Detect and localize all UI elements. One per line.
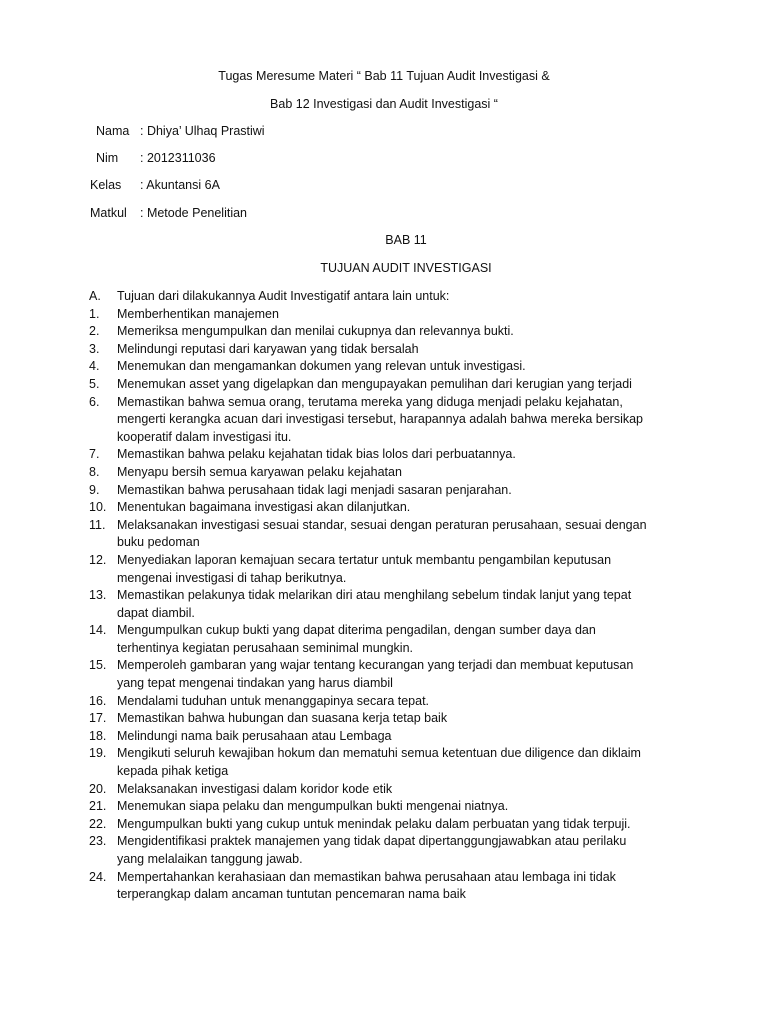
list-item-text: kooperatif dalam investigasi itu. bbox=[117, 429, 292, 444]
list-item-text: Mengumpulkan bukti yang cukup untuk menindak pelaku dalam perbuatan yang tidak terpuji. bbox=[117, 816, 631, 831]
list-item bbox=[89, 288, 679, 306]
list-item-number: A. bbox=[89, 289, 101, 303]
list-item bbox=[89, 341, 679, 359]
meta-value: : 2012311036 bbox=[140, 151, 216, 165]
meta-value: : Dhiya’ Ulhaq Prastiwi bbox=[140, 124, 265, 138]
meta-label: Kelas bbox=[90, 178, 122, 192]
list-item-text: Memperoleh gambaran yang wajar tentang kecurangan yang terjadi dan membuat keputusan bbox=[117, 658, 634, 673]
document-title-line-1: Tugas Meresume Materi “ Bab 11 Tujuan Audit Investigasi & bbox=[218, 69, 550, 83]
list-item-text: yang tepat mengenai tindakan yang harus diambil bbox=[117, 676, 393, 691]
list-item bbox=[89, 833, 679, 868]
list-item-number: 3. bbox=[89, 341, 100, 356]
list-item-number: 17. bbox=[89, 711, 107, 726]
list-item-text: kepada pihak ketiga bbox=[117, 764, 229, 779]
list-item-text: Mengumpulkan cukup bukti yang dapat diterima pengadilan, dengan sumber daya dan bbox=[117, 623, 596, 638]
list-item-text: Memeriksa mengumpulkan dan menilai cukupnya dan relevannya bukti. bbox=[117, 324, 514, 339]
meta-label: Nim bbox=[96, 151, 119, 165]
list-item-number: 21. bbox=[89, 799, 107, 814]
list-item-text: Menemukan dan mengamankan dokumen yang relevan untuk investigasi. bbox=[117, 359, 526, 374]
list-item-text: Tujuan dari dilakukannya Audit Investigatif antara lain untuk: bbox=[117, 289, 450, 303]
list-item bbox=[89, 587, 679, 622]
list-item bbox=[89, 745, 679, 780]
list-item bbox=[89, 693, 679, 711]
list-item-text: mengenai investigasi di tahap berikutnya. bbox=[117, 570, 347, 585]
list-item-number: 2. bbox=[89, 324, 100, 339]
list-item-number: 12. bbox=[89, 552, 107, 567]
list-item-text: Mengidentifikasi praktek manajemen yang tidak dapat dipertanggungjawabkan atau perilaku bbox=[117, 834, 627, 849]
list-item-number: 9. bbox=[89, 482, 100, 497]
list-item-text: Mempertahankan kerahasiaan dan memastikan bahwa perusahaan atau lembaga ini tidak bbox=[117, 869, 616, 884]
chapter-title: TUJUAN AUDIT INVESTIGASI bbox=[320, 261, 492, 275]
list-item-text: Mengikuti seluruh kewajiban hokum dan mematuhi semua ketentuan due diligence dan diklaim bbox=[117, 746, 641, 761]
meta-value: : Akuntansi 6A bbox=[140, 178, 220, 192]
list-item bbox=[89, 552, 679, 587]
list-item-number: 7. bbox=[89, 447, 100, 462]
list-item-text: dapat diambil. bbox=[117, 605, 195, 620]
list-item bbox=[89, 657, 679, 692]
list-item bbox=[89, 499, 679, 517]
list-item-text: terhentinya kegiatan perusahaan seminimal mungkin. bbox=[117, 640, 414, 655]
list-item-number: 19. bbox=[89, 746, 107, 761]
list-item-number: 18. bbox=[89, 728, 107, 743]
list-item bbox=[89, 394, 679, 447]
meta-label: Matkul bbox=[90, 206, 127, 220]
list-item-number: 8. bbox=[89, 464, 100, 479]
list-item-number: 24. bbox=[89, 869, 107, 884]
meta-value: : Metode Penelitian bbox=[140, 206, 248, 220]
list-item-text: Memastikan bahwa perusahaan tidak lagi menjadi sasaran penjarahan. bbox=[117, 482, 512, 497]
list-item bbox=[89, 306, 679, 324]
list-item bbox=[89, 869, 679, 904]
list-item-number: 13. bbox=[89, 588, 107, 603]
list-item-number: 20. bbox=[89, 781, 107, 796]
objectives-list bbox=[89, 288, 679, 904]
list-item bbox=[89, 358, 679, 376]
list-item-text: buku pedoman bbox=[117, 535, 200, 550]
meta-label: Nama bbox=[96, 124, 130, 138]
list-item-text: Melaksanakan investigasi sesuai standar, sesuai dengan peraturan perusahaan, sesuai dengan bbox=[117, 517, 647, 532]
list-item-number: 22. bbox=[89, 816, 107, 831]
list-item bbox=[89, 482, 679, 500]
list-item bbox=[89, 376, 679, 394]
list-item-text: Menyediakan laporan kemajuan secara tertatur untuk membantu pengambilan keputusan bbox=[117, 552, 612, 567]
list-item-number: 1. bbox=[89, 306, 100, 321]
list-item-number: 14. bbox=[89, 623, 107, 638]
list-item-number: 6. bbox=[89, 394, 100, 409]
list-item-text: yang melalaikan tanggung jawab. bbox=[117, 852, 303, 866]
list-item-text: Memastikan pelakunya tidak melarikan diri atau menghilang sebelum tindak lanjut yang tepat bbox=[117, 588, 632, 603]
list-item-number: 5. bbox=[89, 376, 100, 391]
list-item-text: Menemukan asset yang digelapkan dan mengupayakan pemulihan dari kerugian yang terjadi bbox=[117, 376, 632, 391]
list-item-text: Memberhentikan manajemen bbox=[117, 306, 279, 321]
list-item-text: Melindungi nama baik perusahaan atau Lembaga bbox=[117, 728, 392, 743]
list-item-number: 10. bbox=[89, 500, 107, 515]
list-item-number: 23. bbox=[89, 834, 107, 849]
document-title-line-2: Bab 12 Investigasi dan Audit Investigasi “ bbox=[270, 97, 498, 111]
list-item-number: 16. bbox=[89, 693, 107, 708]
list-item bbox=[89, 816, 679, 834]
list-item-text: Menentukan bagaimana investigasi akan dilanjutkan. bbox=[117, 500, 411, 515]
list-item bbox=[89, 622, 679, 657]
list-item-text: Melaksanakan investigasi dalam koridor kode etik bbox=[117, 781, 393, 796]
list-item-number: 4. bbox=[89, 359, 100, 374]
list-item-text: Menemukan siapa pelaku dan mengumpulkan bukti mengenai niatnya. bbox=[117, 799, 509, 814]
list-item-text: Melindungi reputasi dari karyawan yang tidak bersalah bbox=[117, 341, 419, 356]
list-item-text: Mendalami tuduhan untuk menanggapinya secara tepat. bbox=[117, 693, 430, 708]
list-item-text: Memastikan bahwa semua orang, terutama mereka yang diduga menjadi pelaku kejahatan, bbox=[117, 394, 623, 409]
list-item-number: 15. bbox=[89, 658, 107, 673]
list-item-text: mengerti kerangka acuan dari investigasi tersebut, harapannya adalah bahwa mereka bersikap bbox=[117, 412, 644, 427]
list-item bbox=[89, 323, 679, 341]
list-item bbox=[89, 464, 679, 482]
list-item-text: Memastikan bahwa hubungan dan suasana kerja tetap baik bbox=[117, 711, 448, 726]
list-item bbox=[89, 798, 679, 816]
list-item-text: Memastikan bahwa pelaku kejahatan tidak bias lolos dari perbuatannya. bbox=[117, 447, 516, 462]
list-item bbox=[89, 728, 679, 746]
list-item bbox=[89, 781, 679, 799]
list-item-text: Menyapu bersih semua karyawan pelaku kejahatan bbox=[117, 464, 402, 479]
list-item bbox=[89, 446, 679, 464]
list-item bbox=[89, 710, 679, 728]
chapter-heading: BAB 11 bbox=[385, 233, 427, 247]
list-item-number: 11. bbox=[89, 517, 106, 532]
list-item-text: terperangkap dalam ancaman tuntutan pencemaran nama baik bbox=[117, 887, 466, 902]
list-item bbox=[89, 517, 679, 552]
